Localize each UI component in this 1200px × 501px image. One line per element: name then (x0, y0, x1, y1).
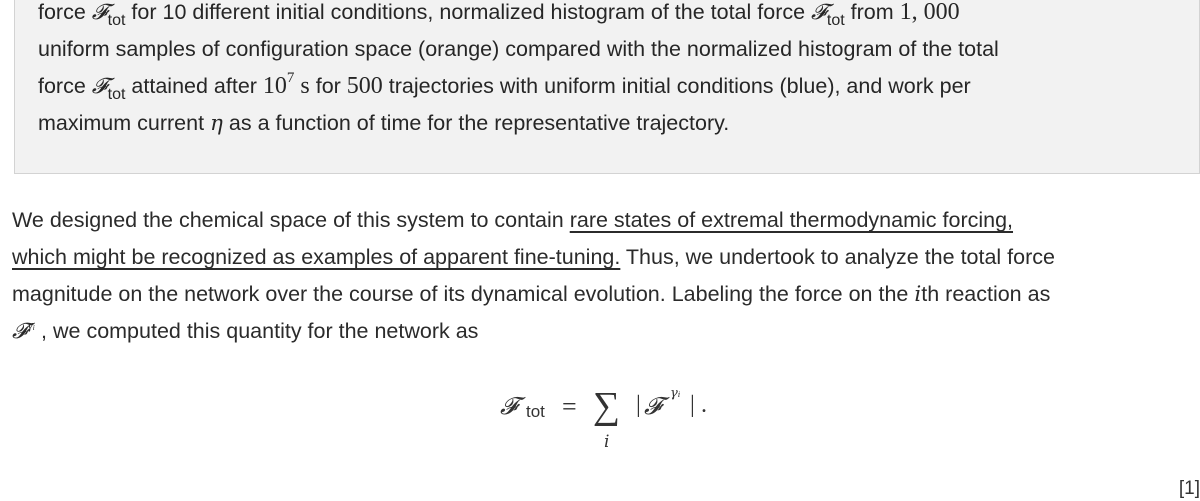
force-symbol: 𝓕 (644, 392, 662, 420)
body-paragraph (12, 202, 1200, 350)
caption-line-3 (38, 68, 1188, 105)
caption-text-span: from (844, 0, 900, 24)
caption-text-span: maximum current (38, 111, 211, 135)
caption-line-4 (38, 105, 1188, 142)
summation-sign: ∑ (593, 385, 621, 427)
paragraph-text-span: th reaction as (921, 282, 1051, 306)
force-subscript: tot (107, 12, 126, 29)
underlined-highlight: which might be recognized as examples of apparent fine-tuning. (12, 245, 621, 269)
equals-sign: = (562, 392, 577, 421)
caption-text-span: force (38, 74, 92, 98)
caption-text-span: for (309, 74, 347, 98)
caption-text-span: for 10 different initial conditions, normalized histogram of the total force (125, 0, 812, 24)
gamma-superscript: γᵢ (27, 317, 36, 332)
force-subscript: tot (107, 86, 126, 103)
time-exponent: 7 (286, 70, 295, 86)
caption-text-span: force (38, 0, 92, 24)
abs-bar-open: | (636, 392, 641, 418)
gamma-superscript: γᵢ (670, 386, 681, 401)
paragraph-text-span: We designed the chemical space of this system to contain (12, 208, 570, 232)
force-subscript: tot (826, 12, 845, 29)
caption-line-1 (38, 0, 1188, 31)
caption-text-span: trajectories with uniform initial conditions (blue), and work per (382, 74, 971, 98)
force-symbol: 𝓕 (91, 74, 108, 99)
abs-bar-close: | (690, 392, 695, 418)
paragraph-text-span: Thus, we undertook to analyze the total force (620, 245, 1055, 269)
equation-number: [1] (1178, 478, 1200, 499)
time-unit: s (294, 73, 310, 99)
sum-index: i (604, 432, 610, 452)
caption-text-span: attained after (125, 74, 263, 98)
caption-line-2: uniform samples of configuration space (orange) compared with the normalized histogram of the total (38, 37, 999, 61)
force-symbol: 𝓕 (91, 0, 108, 25)
time-base: 10 (262, 73, 287, 99)
index-i-symbol: i (914, 282, 922, 307)
paragraph-text-span: , we computed this quantity for the network as (35, 319, 479, 343)
force-symbol: 𝓕 (811, 0, 827, 25)
force-subscript: tot (526, 402, 545, 421)
figure-caption (38, 0, 1188, 142)
force-symbol: 𝓕 (12, 319, 28, 344)
caption-text-span: as a function of time for the representative trajectory. (222, 111, 730, 135)
paragraph-line-1 (12, 202, 1200, 239)
paragraph-line-3 (12, 276, 1200, 313)
trajectory-count: 500 (346, 73, 383, 99)
eta-symbol: η (210, 111, 223, 136)
sample-count: 1, 000 (899, 0, 960, 25)
equation-period: . (701, 392, 707, 418)
paragraph-text-span: magnitude on the network over the course of its dynamical evolution. Labeling the force on the (12, 282, 915, 306)
underlined-highlight: rare states of extremal thermodynamic forcing, (569, 208, 1014, 232)
paragraph-line-2 (12, 239, 1200, 276)
paragraph-line-4 (12, 313, 1200, 350)
force-symbol: 𝓕 (500, 392, 518, 420)
